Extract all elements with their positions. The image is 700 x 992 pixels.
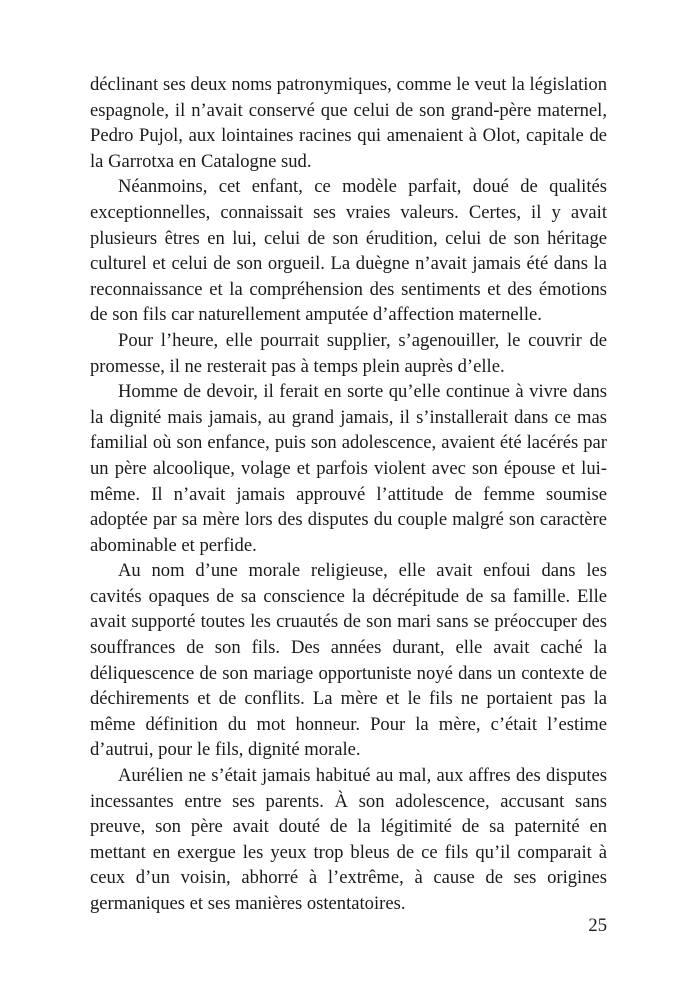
paragraph-1: déclinant ses deux noms patronymiques, comme le veut la législation espagnole, il n’avait conservé que celui de son grand-père maternel, Pedro Pujol, aux lointaines racines qui amenaient à Olot, capitale de la Garrotxa en Catalogne sud. [90, 74, 607, 172]
paragraph-2: Néanmoins, cet enfant, ce modèle parfait, doué de qualités exceptionnelles, connaissait ses vraies valeurs. Certes, il y avait plusieurs êtres en lui, celui de son érudition, celui de son héritage culturel et celui de son orgueil. La duègne n’avait jamais été dans la reconnaissance et la compréhension des sentiments et des émotions de son fils car naturellement amputée d’affection maternelle. [90, 176, 607, 326]
paragraph-3: Pour l’heure, elle pourrait supplier, s’agenouiller, le couvrir de promesse, il ne resterait pas à temps plein auprès d’elle. [90, 329, 607, 377]
paragraph-6: Aurélien ne s’était jamais habitué au mal, aux affres des disputes incessantes entre ses parents. À son adolescence, accusant sans preuve, son père avait douté de la légitimité de sa paternité en mettant en exergue les yeux trop bleus de ce fils qu’il comparait à ceux d’un voisin, abhorré à l’extrême, à cause de ses origines germaniques et ses manières ostentatoires. [90, 765, 607, 914]
body-text [90, 72, 607, 917]
paragraph-4: Homme de devoir, il ferait en sorte qu’elle continue à vivre dans la dignité mais jamais, au grand jamais, il s’installerait dans ce mas familial où son enfance, puis son adolescence, avaient été lacérés par un père alcoolique, volage et parfois violent avec son épouse et lui-même. Il n’avait jamais approuvé l’attitude de femme soumise adoptée par sa mère lors des disputes du couple malgré son caractère abominable et perfide. [90, 381, 607, 556]
paragraph-5: Au nom d’une morale religieuse, elle avait enfoui dans les cavités opaques de sa conscience la décrépitude de sa famille. Elle avait supporté toutes les cruautés de son mari sans se préoccuper des souffrances de son fils. Des années durant, elle avait caché la déliquescence de son mariage opportuniste noyé dans un contexte de déchirements et de conflits. La mère et le fils ne portaient pas la même définition du mot honneur. Pour la mère, c’était l’estime d’autrui, pour le fils, dignité morale. [90, 560, 607, 761]
page-number: 25 [588, 915, 607, 936]
